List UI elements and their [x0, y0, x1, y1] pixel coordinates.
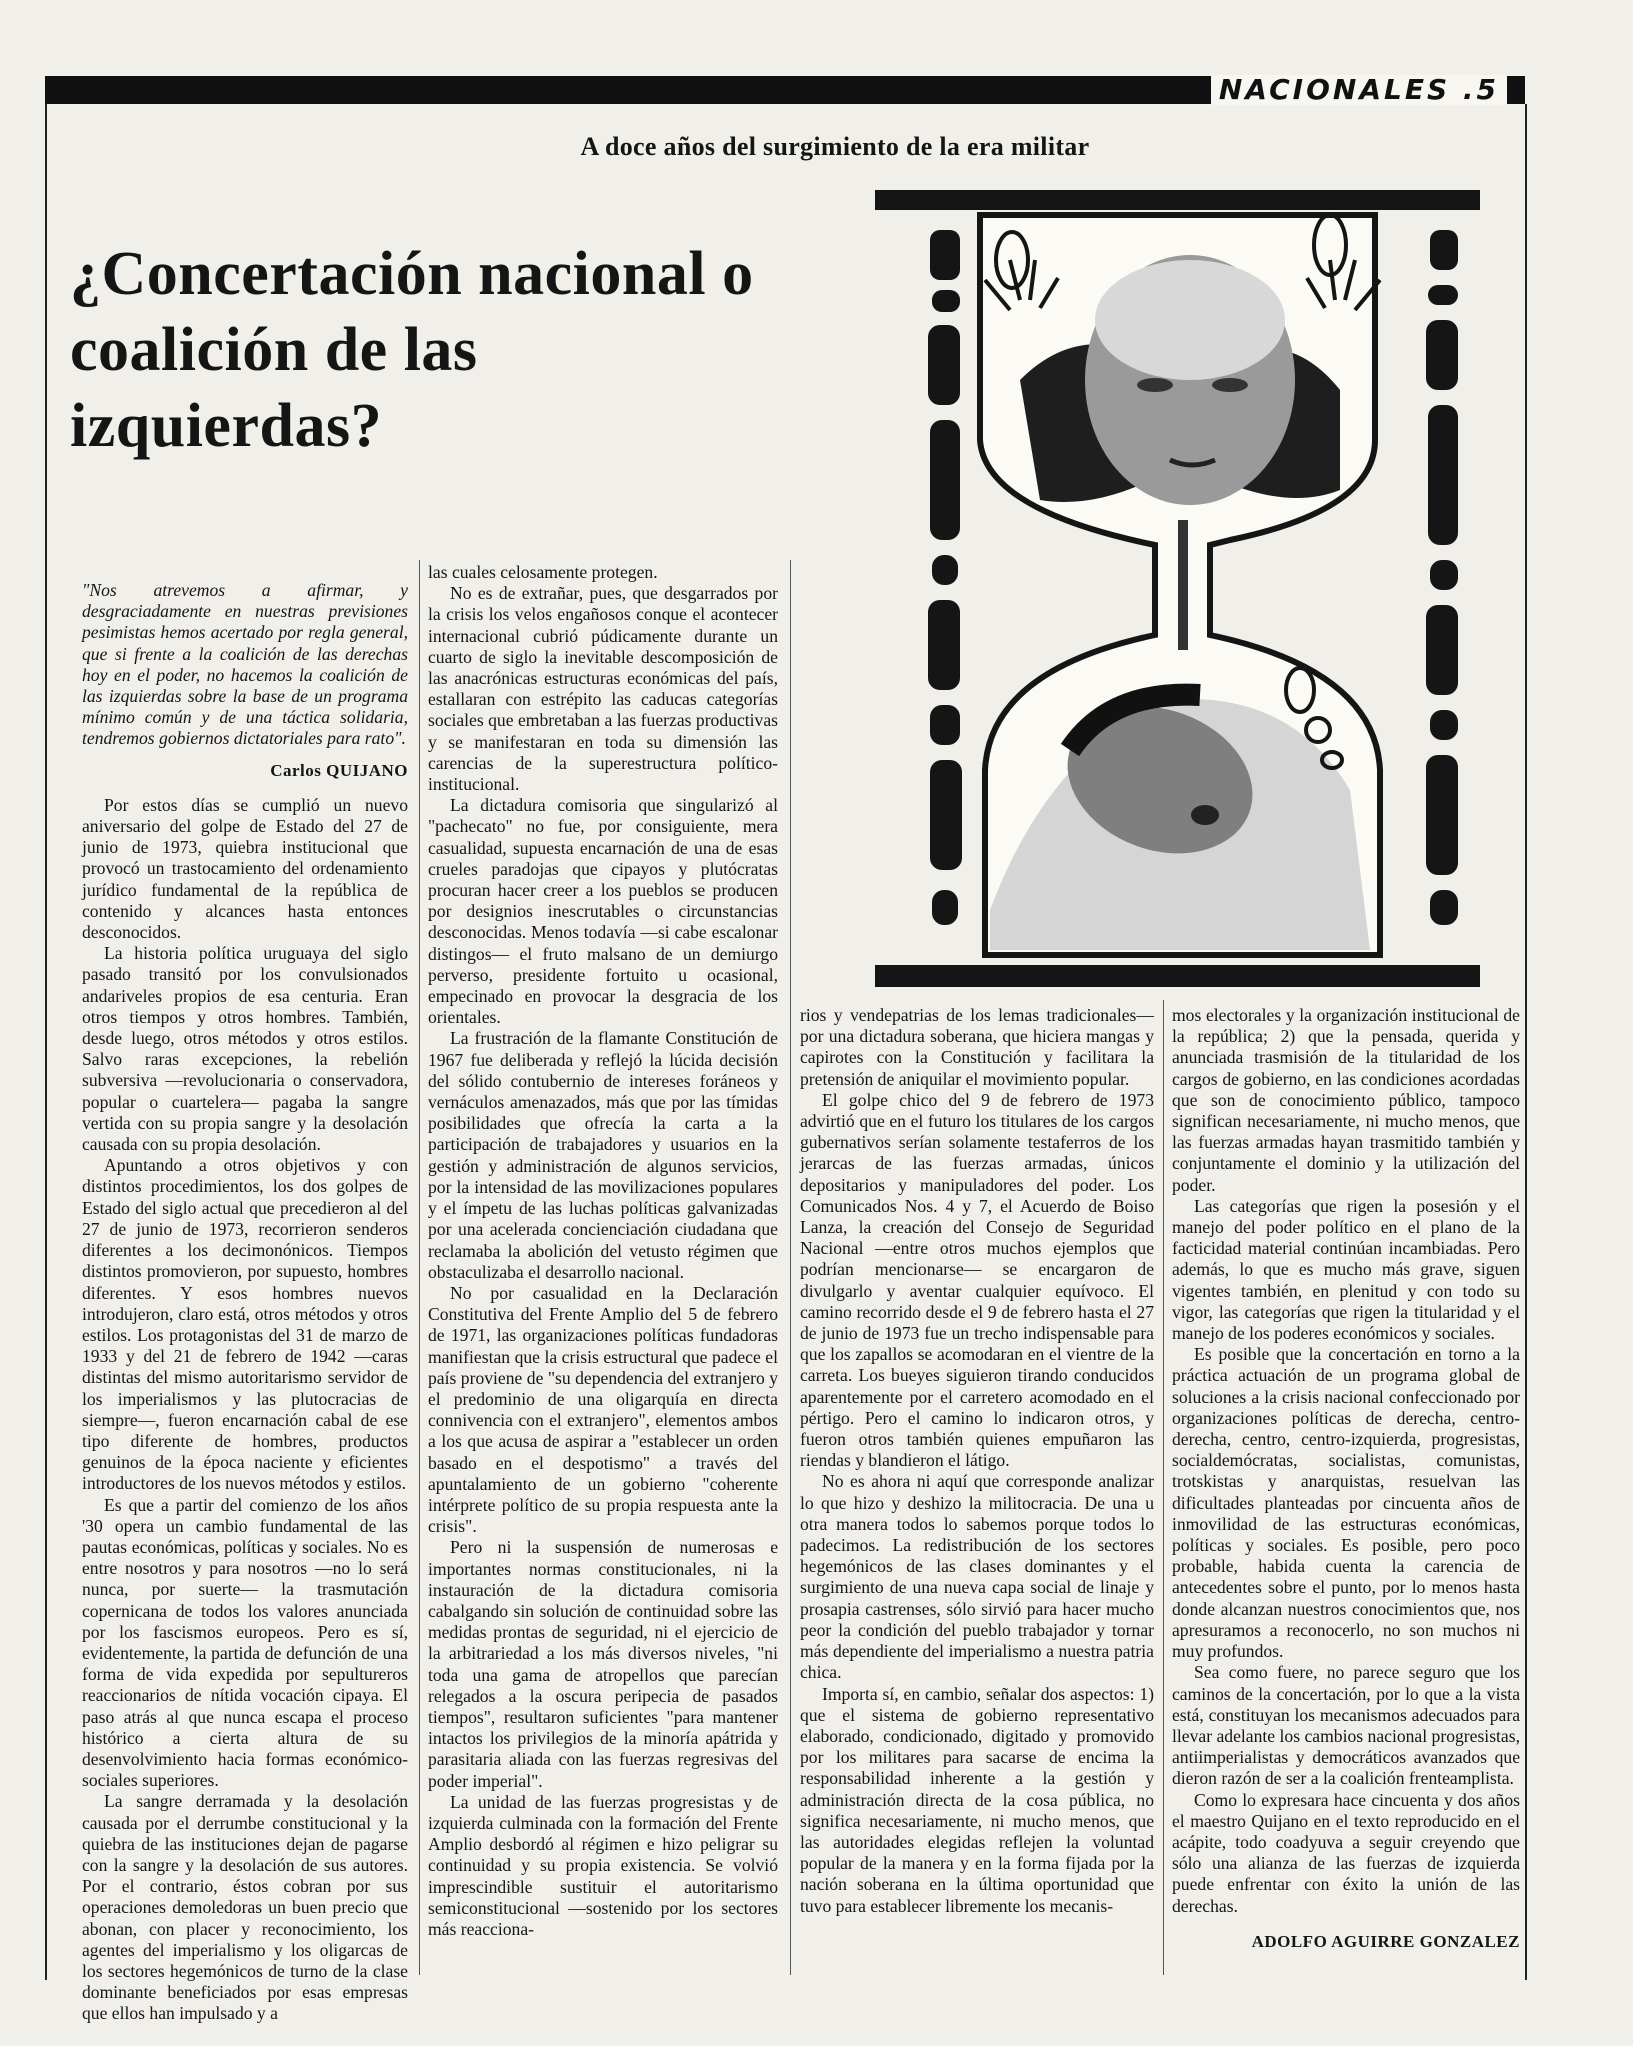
column-2	[428, 562, 778, 1940]
hourglass-illustration	[870, 190, 1490, 990]
paragraph: Las categorías que rigen la posesión y el manejo del poder político en el plano de la facticidad material continúan incambiadas. Pero además, lo que es mucho más grave, siguen vigentes también, en plenitud y con todo su vigor, las categorías que rigen la titularidad y el manejo de los poderes económicos y sociales.	[1172, 1195, 1520, 1344]
paragraph: La dictadura comisoria que singularizó al "pachecato" no fue, por consiguiente, mera casualidad, supuesta encarnación de una de esas crueles paradojas que cipayos y plutócratas procuran hacer creer a los pueblos se producen por designios inescrutables o circunstancias desconocidas. Menos todavía —si cabe escalonar distingos— el fruto malsano de un demiurgo perverso, presidente fortuito u ocasional, empecinado en provocar la desgracia de los orientales.	[428, 795, 778, 1028]
paragraph: rios y vendepatrias de los lemas tradicionales— por una dictadura soberana, que hiciera mangas y capirotes con la Constitución y facilitara la pretensión de aniquilar el movimiento popular.	[800, 1005, 1154, 1089]
paragraph: No por casualidad en la Declaración Constitutiva del Frente Amplio del 5 de febrero de 1971, las organizaciones políticas fundadoras manifiestan que la crisis estructural que padece el país proviene de "su dependencia del extranjero y el predominio de una oligarquía en directa connivencia con el extranjero", elementos ambos a los que acusa de aspirar a "establecer un orden basado en el despotismo" a través del apuntalamiento de un gobierno "coherente intérprete político de su propia respuesta ante la crisis".	[428, 1282, 778, 1537]
paragraph: La historia política uruguaya del siglo pasado transitó por los convulsionados andariveles propios de esa centuria. Eran otros tiempos y otros hombres. También, desde luego, otros métodos y otros estilos. Salvo raras excepciones, la rebelión subversiva —revolucionaria o conservadora, popular o cuartelera— pagaba la sangre vertida con su propia sangre y la desolación causada con su propia desolación.	[82, 943, 408, 1155]
hourglass-icon	[870, 190, 1490, 990]
column-rule	[790, 560, 791, 1975]
paragraph: Por estos días se cumplió un nuevo aniversario del golpe de Estado del 27 de junio de 1973, quiebra institucional que provocó un trastocamiento del ordenamiento jurídico fundamental de la república de contenido y alcances hasta entonces desconocidos.	[82, 794, 408, 943]
headline: ¿Concertación nacional o coalición de las izquierdas?	[70, 240, 754, 460]
header-bar	[45, 73, 1525, 106]
kicker: A doce años del surgimiento de la era militar	[580, 132, 1090, 161]
epigraph-author: Carlos QUIJANO	[270, 760, 408, 780]
paragraph: Como lo expresara hace cincuenta y dos años el maestro Quijano en el texto reproducido en el acápite, todo coadyuva a seguir creyendo que sólo una alianza de las fuerzas de izquierda puede enfrentar con éxito la unión de las derechas.	[1172, 1789, 1520, 1916]
column-1	[82, 580, 408, 2025]
paragraph: El golpe chico del 9 de febrero de 1973 advirtió que en el futuro los titulares de los cargos gubernativos serían solamente testaferros de los jerarcas de las fuerzas armadas, únicos depositarios y manipuladores del poder. Los Comunicados Nos. 4 y 7, el Acuerdo de Boiso Lanza, la creación del Consejo de Seguridad Nacional —entre otros muchos ejemplos que podrían mencionarse— se encargaron de divulgarlo y aventar cualquier equívoco. El camino recorrido desde el 9 de febrero hasta el 27 de junio de 1973 fue un trecho indispensable para que los zapallos se acomodaran en el vientre de la carreta. Los bueyes siguieron tirando conducidos aparentemente por el carretero acomodado en el pértigo. Pero el camino lo indicaron otros, y fueron otros también quienes empuñaron las riendas y blandieron el látigo.	[800, 1089, 1154, 1471]
paragraph: Importa sí, en cambio, señalar dos aspectos: 1) que el sistema de gobierno representativo elaborado, condicionado, digitado y promovido por los militares para sacarse de encima la responsabilidad inherente a la gestión y administración directa de la cosa pública, no significa necesariamente, ni mucho menos, que las autoridades elegidas reflejen la voluntad popular de la manera y en la forma fijada por la nación soberana en la última oportunidad que tuvo para establecer libremente los mecanis-	[800, 1683, 1154, 1916]
paragraph: La sangre derramada y la desolación causada por el derrumbe constitucional y la quiebra de las instituciones dejan de pagarse con la sangre y la desolación de sus autores. Por el contrario, éstos cobran por sus operaciones demoledoras un buen precio que abonan, con placer y reconocimiento, los agentes del imperialismo y los oligarcas de los sectores hegemónicos de turno de la clase dominante beneficiados por esas empresas que ellos han impulsado y a	[82, 1791, 408, 2024]
column-rule	[419, 560, 420, 1975]
paragraph: Sea como fuere, no parece seguro que los caminos de la concertación, por lo que a la vista está, constituyan los mecanismos adecuados para llevar adelante los cambios nacional progresistas, antiimperialistas y democráticos avanzados que dieron razón de ser a la coalición frenteamplista.	[1172, 1662, 1520, 1789]
paragraph: Es que a partir del comienzo de los años '30 opera un cambio fundamental de las pautas económicas, políticas y sociales. No es entre nosotros y para nosotros —no lo será nunca, por suerte— la trasmutación copernicana de todos los valores anunciada por los fascismos europeos. Pero es sí, evidentemente, la partida de defunción de una forma de vida expedida por sepultureros reaccionarios de nítida vocación cipaya. El paso atrás al que nunca escapa el proceso histórico a cierta altura de su desenvolvimiento hacia formas económico-sociales superiores.	[82, 1494, 408, 1791]
section-label: NACIONALES .5	[1211, 75, 1507, 105]
column-rule	[1163, 1000, 1164, 1975]
paragraph: Es posible que la concertación en torno a la práctica actuación de un programa global de soluciones a la crisis nacional confeccionado por organizaciones políticas de derecha, centro-derecha, centro, centro-izquierda, progresistas, socialdemócratas, socialistas, comunistas, trotskistas y anarquistas, resuelvan las dificultades planteadas por cincuenta años de inmovilidad de las estructuras económicas, políticas y sociales. Es posible, pero poco probable, habida cuenta la carencia de antecedentes sobre el punto, por lo menos hasta donde alcanzan nuestros conocimientos que, nos apresuramos a reconocerlo, no son muchos ni muy profundos.	[1172, 1344, 1520, 1662]
paragraph: Apuntando a otros objetivos y con distintos procedimientos, los dos golpes de Estado del siglo actual que precedieron al del 27 de junio de 1973, recorrieron senderos diferentes a los decimonónicos. Tiempos distintos promovieron, por supuesto, hombres diferentes. Y esos hombres nuevos introdujeron, claro está, otros métodos y otros estilos. Los protagonistas del 31 de marzo de 1933 y del 21 de febrero de 1942 —caras distintas del mismo autoritarismo servidor de los imperialismos y las plutocracias de siempre—, fueron encarnación cabal de ese tipo diferente de hombres, productos genuinos de la época naciente y eficientes introductores de los nuevos métodos y estilos.	[82, 1155, 408, 1494]
paragraph: La frustración de la flamante Constitución de 1967 fue deliberada y reflejó la lúcida decisión del sólido contubernio de intereses foráneos y vernáculos amenazados, más que por las tímidas posibilidades que ofrecía la carta a la participación de trabajadores y usuarios en la gestión y administración de algunos servicios, por la intensidad de las movilizaciones populares y el ímpetu de las luchas políticas galvanizadas por una acelerada concienciación ciudadana que reclamaba la abolición del vetusto régimen que obstaculizaba el desarrollo nacional.	[428, 1028, 778, 1282]
paragraph: las cuales celosamente protegen.	[428, 562, 658, 582]
epigraph-quote: "Nos atrevemos a afirmar, y desgraciadamente en nuestras previsiones pesimistas hemos acertado por regla general, que si frente a la coalición de las derechas hoy en el poder, no hacemos la coalición de las izquierdas sobre la base de un programa mínimo común y de una táctica solidaria, tendremos gobiernos dictatoriales para rato".	[82, 580, 408, 749]
column-4	[1172, 1005, 1520, 1952]
author-signature: ADOLFO AGUIRRE GONZALEZ	[1251, 1931, 1520, 1951]
paragraph: mos electorales y la organización institucional de la república; 2) que la pensada, querida y anunciada trasmisión de la titularidad de los cargos de gobierno, en las condiciones acordadas que son de conocimiento público, tampoco significan necesariamente, ni mucho menos, que las fuerzas armadas hayan trasmitido también y conjuntamente el dominio y la utilización del poder.	[1172, 1005, 1520, 1195]
paragraph: No es de extrañar, pues, que desgarrados por la crisis los velos engañosos conque el acontecer internacional cubrió púdicamente durante un cuarto de siglo la inevitable descomposición de las anacrónicas estructuras económicas del país, estallaran con estrépito las caducas categorías sociales que embretaban a las fuerzas productivas y se manifestaran en toda su dimensión las carencias de la superestructura político-institucional.	[428, 583, 778, 795]
paragraph: La unidad de las fuerzas progresistas y de izquierda culminada con la formación del Frente Amplio desbordó al régimen e hizo peligrar su continuidad y su propia existencia. Se volvió imprescindible sustituir el autoritarismo semiconstitucional —sostenido por los sectores más reacciona-	[428, 1791, 778, 1939]
column-3	[800, 1005, 1154, 1917]
paragraph: Pero ni la suspensión de numerosas e importantes normas constitucionales, ni la instauración de la dictadura comisoria cabalgando sin solución de continuidad sobre las medidas prontas de seguridad, ni el ejercicio de la arbitrariedad a los más diversos niveles, "ni toda una gama de atropellos que parecían relegados a la oscura peripecia de pasados tiempos", resultaron suficientes "para mantener intactos los privilegios de la minoría apátrida y parasitaria aliada con las fuerzas regresivas del poder imperial".	[428, 1537, 778, 1791]
paragraph: No es ahora ni aquí que corresponde analizar lo que hizo y deshizo la militocracia. De una u otra manera todos lo sabemos porque todos lo padecimos. La redistribución de los sectores hegemónicos de las clases dominantes y el surgimiento de una nueva capa social de linaje y prosapia castrenses, sólo sirvió para hacer mucho peor la condición del pueblo trabajador y tornar más dependiente del imperialismo a nuestra patria chica.	[800, 1471, 1154, 1683]
